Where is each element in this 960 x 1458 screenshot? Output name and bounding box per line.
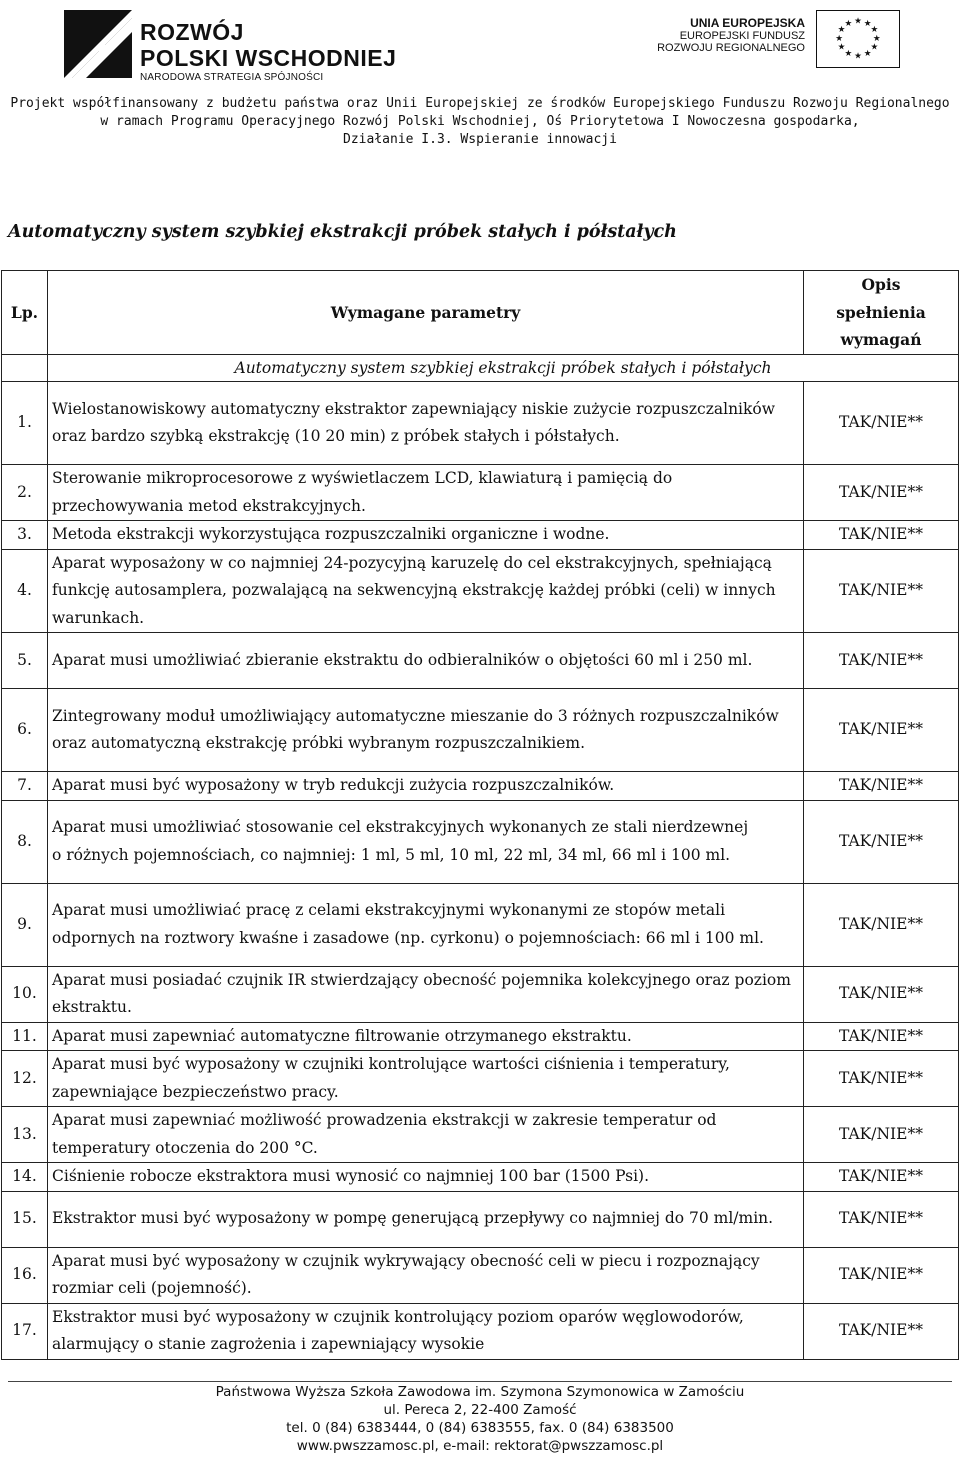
section-title: Automatyczny system szybkiej ekstrakcji próbek stałych i półstałych bbox=[48, 355, 959, 382]
row-number: 17. bbox=[2, 1303, 48, 1359]
row-requirement: TAK/NIE** bbox=[804, 772, 959, 801]
table-row bbox=[2, 549, 959, 633]
table-row bbox=[2, 1163, 959, 1192]
row-number: 9. bbox=[2, 883, 48, 966]
eu-logo-line3: ROZWOJU REGIONALNEGO bbox=[657, 42, 805, 54]
row-requirement: TAK/NIE** bbox=[804, 633, 959, 689]
row-number: 1. bbox=[2, 382, 48, 465]
rozwoj-polski-wschodniej-logo bbox=[62, 6, 397, 84]
table-row bbox=[2, 465, 959, 521]
eu-flag-icon bbox=[816, 10, 900, 68]
funding-line-1: Projekt współfinansowany z budżetu państwa oraz Unii Europejskiej ze środków Europejskiego Funduszu Rozwoju Regionalnego bbox=[10, 96, 950, 111]
row-text-line1: Aparat musi umożliwiać stosowanie cel ekstrakcyjnych wykonanych ze stali nierdzewnej bbox=[52, 818, 749, 836]
logo-left-name-line1: ROZWÓJ bbox=[140, 19, 244, 45]
header-params: Wymagane parametry bbox=[48, 271, 804, 355]
row-text: Aparat musi być wyposażony w czujniki kontrolujące wartości ciśnienia i temperatury, zapewniające bezpieczeństwo pracy. bbox=[48, 1051, 804, 1107]
table-row bbox=[2, 521, 959, 550]
section-lp-cell bbox=[2, 355, 48, 382]
svg-text:★: ★ bbox=[837, 42, 846, 53]
row-text: Aparat wyposażony w co najmniej 24-pozycyjną karuzelę do cel ekstrakcyjnych, spełniającą funkcję autosamplera, pozwalającą na sekwencyjną ekstrakcję każdej próbki (celi) w innych warunkach. bbox=[48, 549, 804, 633]
row-text: Wielostanowiskowy automatyczny ekstraktor zapewniający niskie zużycie rozpuszczalników oraz bardzo szybką ekstrakcję (10 20 min) z próbek stałych i półstałych. bbox=[48, 382, 804, 465]
svg-text:★: ★ bbox=[854, 16, 862, 27]
row-number: 3. bbox=[2, 521, 48, 550]
section-row bbox=[2, 355, 959, 382]
footer-phone: tel. 0 (84) 6383444, 0 (84) 6383555, fax. 0 (84) 6383500 bbox=[286, 1420, 674, 1436]
table-row bbox=[2, 633, 959, 689]
svg-text:★: ★ bbox=[872, 33, 881, 44]
eu-logo-text bbox=[657, 16, 805, 54]
eu-logo bbox=[657, 10, 900, 80]
table-row bbox=[2, 883, 959, 966]
svg-text:★: ★ bbox=[837, 25, 846, 36]
row-text: Aparat musi zapewniać automatyczne filtrowanie otrzymanego ekstraktu. bbox=[48, 1022, 804, 1051]
header-req-line3: wymagań bbox=[840, 330, 922, 350]
row-requirement: TAK/NIE** bbox=[804, 1303, 959, 1359]
table-header-row bbox=[2, 271, 959, 355]
specification-table bbox=[1, 270, 959, 1360]
row-text: Ciśnienie robocze ekstraktora musi wynosić co najmniej 100 bar (1500 Psi). bbox=[48, 1163, 804, 1192]
row-text: Ekstraktor musi być wyposażony w czujnik kontrolujący poziom oparów węglowodorów, alarmujący o stanie zagrożenia i zapewniający wysokie bbox=[48, 1303, 804, 1359]
table-row bbox=[2, 1247, 959, 1303]
rozwoj-logo-mark-icon bbox=[62, 8, 134, 80]
table-row bbox=[2, 1191, 959, 1247]
row-text-line2: o różnych pojemnościach, co najmniej: 1 ml, 5 ml, 10 ml, 22 ml, 34 ml, 66 ml i 100 ml. bbox=[52, 845, 731, 864]
svg-text:★: ★ bbox=[835, 33, 844, 44]
document-title: Automatyczny system szybkiej ekstrakcji próbek stałych i półstałych bbox=[8, 222, 677, 242]
row-number: 12. bbox=[2, 1051, 48, 1107]
row-requirement: TAK/NIE** bbox=[804, 1247, 959, 1303]
header-req-line2: spełnienia bbox=[836, 302, 926, 322]
table-row bbox=[2, 772, 959, 801]
row-requirement: TAK/NIE** bbox=[804, 465, 959, 521]
row-requirement: TAK/NIE** bbox=[804, 1163, 959, 1192]
row-text: Aparat musi umożliwiać pracę z celami ekstrakcyjnymi wykonanymi ze stopów metali odpornych na roztwory kwaśne i zasadowe (np. cyrkonu) o pojemnościach: 66 ml i 100 ml. bbox=[48, 883, 804, 966]
table-row bbox=[2, 966, 959, 1022]
footer-institution: Państwowa Wyższa Szkoła Zawodowa im. Szymona Szymonowica w Zamościu bbox=[215, 1384, 745, 1400]
svg-text:★: ★ bbox=[863, 48, 872, 59]
footer-web-email: www.pwszzamosc.pl, e-mail: rektorat@pwszzamosc.pl bbox=[296, 1438, 664, 1454]
table-row bbox=[2, 800, 959, 883]
footer-address: ul. Pereca 2, 22-400 Zamość bbox=[383, 1402, 577, 1418]
footer-divider bbox=[8, 1381, 952, 1382]
row-requirement: TAK/NIE** bbox=[804, 800, 959, 883]
svg-text:★: ★ bbox=[854, 51, 862, 62]
table-row bbox=[2, 1051, 959, 1107]
row-text: Zintegrowany moduł umożliwiający automatyczne mieszanie do 3 różnych rozpuszczalników oraz automatyczną ekstrakcję próbki wybranym rozpuszczalnikiem. bbox=[48, 689, 804, 772]
row-number: 5. bbox=[2, 633, 48, 689]
row-number: 6. bbox=[2, 689, 48, 772]
row-text: Aparat musi zapewniać możliwość prowadzenia ekstrakcji w zakresie temperatur od temperatury otoczenia do 200 °C. bbox=[48, 1107, 804, 1163]
row-text: Aparat musi być wyposażony w czujnik wykrywający obecność celi w piecu i rozpoznający rozmiar celi (pojemność). bbox=[48, 1247, 804, 1303]
svg-text:★: ★ bbox=[863, 18, 872, 29]
table-row bbox=[2, 1107, 959, 1163]
row-number: 14. bbox=[2, 1163, 48, 1192]
eu-logo-line1: UNIA EUROPEJSKA bbox=[690, 16, 805, 30]
row-text: Ekstraktor musi być wyposażony w pompę generującą przepływy co najmniej do 70 ml/min. bbox=[48, 1191, 804, 1247]
table-row bbox=[2, 382, 959, 465]
row-number: 2. bbox=[2, 465, 48, 521]
row-requirement: TAK/NIE** bbox=[804, 1191, 959, 1247]
table-row bbox=[2, 1303, 959, 1359]
row-requirement: TAK/NIE** bbox=[804, 521, 959, 550]
row-requirement: TAK/NIE** bbox=[804, 966, 959, 1022]
logo-left-tagline: NARODOWA STRATEGIA SPÓJNOŚCI bbox=[140, 72, 324, 83]
svg-text:★: ★ bbox=[870, 42, 879, 53]
row-text: Aparat musi być wyposażony w tryb redukcji zużycia rozpuszczalników. bbox=[48, 772, 804, 801]
header-lp: Lp. bbox=[2, 271, 48, 355]
row-number: 11. bbox=[2, 1022, 48, 1051]
row-number: 15. bbox=[2, 1191, 48, 1247]
eu-logo-line2: EUROPEJSKI FUNDUSZ bbox=[679, 30, 805, 42]
row-number: 13. bbox=[2, 1107, 48, 1163]
row-requirement: TAK/NIE** bbox=[804, 1051, 959, 1107]
row-requirement: TAK/NIE** bbox=[804, 883, 959, 966]
svg-text:★: ★ bbox=[870, 25, 879, 36]
header-req-line1: Opis bbox=[861, 275, 901, 295]
row-text bbox=[48, 800, 804, 883]
row-number: 7. bbox=[2, 772, 48, 801]
svg-text:★: ★ bbox=[844, 48, 853, 59]
header-requirement bbox=[804, 271, 959, 355]
row-number: 4. bbox=[2, 549, 48, 633]
row-requirement: TAK/NIE** bbox=[804, 382, 959, 465]
row-requirement: TAK/NIE** bbox=[804, 689, 959, 772]
funding-line-2: w ramach Programu Operacyjnego Rozwój Polski Wschodniej, Oś Priorytetowa I Nowoczesna gospodarka, bbox=[100, 114, 860, 129]
row-text: Aparat musi umożliwiać zbieranie ekstraktu do odbieralników o objętości 60 ml i 250 ml. bbox=[48, 633, 804, 689]
row-text: Sterowanie mikroprocesorowe z wyświetlaczem LCD, klawiaturą i pamięcią do przechowywania metod ekstrakcyjnych. bbox=[48, 465, 804, 521]
row-text: Aparat musi posiadać czujnik IR stwierdzający obecność pojemnika kolekcyjnego oraz poziom ekstraktu. bbox=[48, 966, 804, 1022]
row-requirement: TAK/NIE** bbox=[804, 1107, 959, 1163]
logo-left-name-line2: POLSKI WSCHODNIEJ bbox=[140, 45, 397, 71]
table-row bbox=[2, 689, 959, 772]
svg-text:★: ★ bbox=[844, 18, 853, 29]
table-row bbox=[2, 1022, 959, 1051]
row-number: 16. bbox=[2, 1247, 48, 1303]
row-text: Metoda ekstrakcji wykorzystująca rozpuszczalniki organiczne i wodne. bbox=[48, 521, 804, 550]
row-number: 10. bbox=[2, 966, 48, 1022]
row-requirement: TAK/NIE** bbox=[804, 1022, 959, 1051]
row-number: 8. bbox=[2, 800, 48, 883]
row-requirement: TAK/NIE** bbox=[804, 549, 959, 633]
funding-line-3: Działanie I.3. Wspieranie innowacji bbox=[343, 132, 617, 147]
